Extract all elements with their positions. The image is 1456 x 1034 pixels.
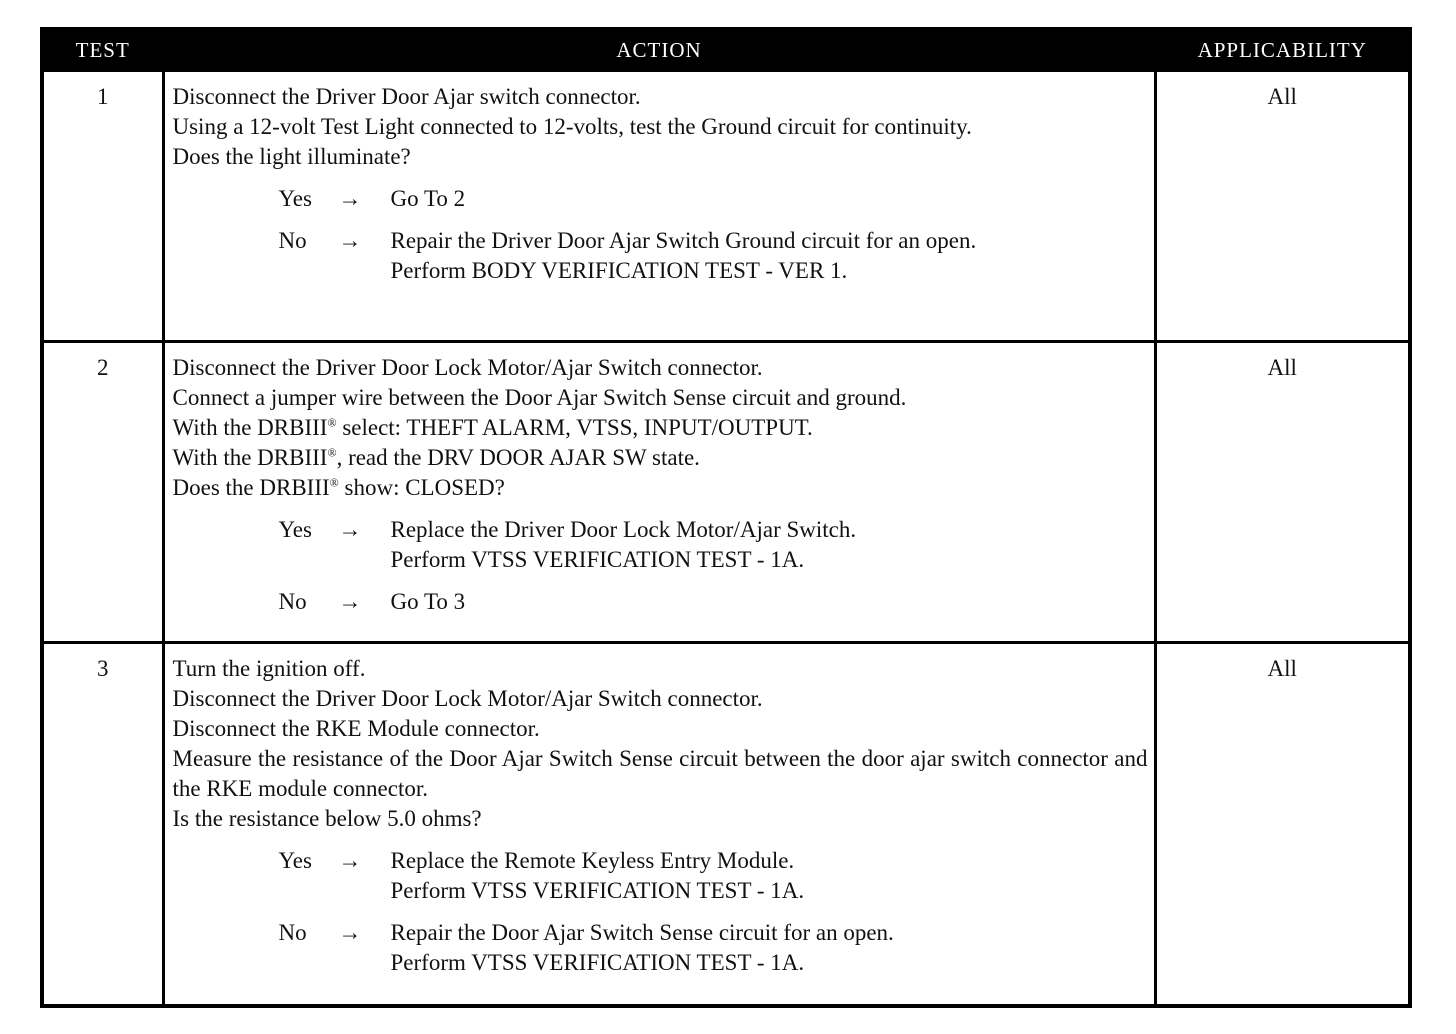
branch-instructions: [391, 918, 1148, 978]
right-arrow-icon: →: [338, 228, 362, 253]
action-step: Disconnect the RKE Module connector.: [172, 716, 540, 741]
result-branch-no: [173, 918, 1148, 978]
right-arrow-icon: →: [338, 589, 362, 614]
table-row: [42, 342, 1410, 643]
branch-instruction-line: Perform VTSS VERIFICATION TEST - 1A.: [390, 547, 805, 572]
result-branches: [173, 184, 1148, 286]
action-step: Disconnect the Driver Door Lock Motor/Ajar Switch connector.: [172, 355, 763, 380]
result-branch-no: [173, 587, 1148, 617]
right-arrow-icon: →: [338, 517, 362, 542]
test-number: 3: [42, 643, 163, 1006]
test-number: 2: [42, 342, 163, 643]
action-step: Disconnect the Driver Door Ajar switch connector.: [172, 84, 641, 109]
applicability-value: All: [1155, 71, 1410, 342]
right-arrow-icon: →: [338, 920, 362, 945]
branch-instruction-line: Go To 3: [390, 589, 466, 614]
branch-instruction-line: Replace the Remote Keyless Entry Module.: [390, 848, 795, 873]
test-column-header: TEST: [42, 29, 163, 71]
branch-instructions: [391, 846, 1148, 906]
branch-instruction-line: Repair the Door Ajar Switch Sense circuit for an open.: [390, 920, 894, 945]
action-cell: [163, 643, 1155, 1006]
branch-instruction-line: Go To 2: [390, 186, 466, 211]
branch-instruction-line: Perform BODY VERIFICATION TEST - VER 1.: [390, 258, 848, 283]
result-branch-no: [173, 226, 1148, 286]
result-branches: [173, 846, 1148, 978]
action-cell: [163, 342, 1155, 643]
action-column-header: ACTION: [163, 29, 1155, 71]
action-step: Does the DRBIII® show: CLOSED?: [172, 475, 505, 500]
branch-label: No: [278, 228, 307, 253]
result-branches: [173, 515, 1148, 617]
branch-instruction-line: Repair the Driver Door Ajar Switch Ground circuit for an open.: [390, 228, 977, 253]
applicability-value: All: [1155, 342, 1410, 643]
action-cell: [163, 71, 1155, 342]
action-step: Connect a jumper wire between the Door Ajar Switch Sense circuit and ground.: [172, 385, 907, 410]
result-branch-yes: [173, 515, 1148, 575]
action-step: Turn the ignition off.: [172, 656, 366, 681]
table-body: [42, 71, 1410, 1006]
branch-instructions: [391, 515, 1148, 575]
branch-instruction-line: Replace the Driver Door Lock Motor/Ajar Switch.: [390, 517, 857, 542]
branch-label: No: [278, 920, 307, 945]
table-header-row: [42, 29, 1410, 71]
applicability-column-header: APPLICABILITY: [1155, 29, 1410, 71]
table-row: [42, 71, 1410, 342]
branch-label: Yes: [278, 848, 312, 873]
branch-instructions: [391, 587, 1148, 617]
result-branch-yes: [173, 184, 1148, 214]
result-branch-yes: [173, 846, 1148, 906]
branch-instruction-line: Perform VTSS VERIFICATION TEST - 1A.: [390, 878, 805, 903]
branch-label: No: [278, 589, 307, 614]
right-arrow-icon: →: [338, 848, 362, 873]
branch-instructions: [391, 184, 1148, 214]
action-step: With the DRBIII® select: THEFT ALARM, VTSS, INPUT/OUTPUT.: [172, 415, 813, 440]
action-step: Does the light illuminate?: [172, 144, 411, 169]
action-step: With the DRBIII®, read the DRV DOOR AJAR SW state.: [172, 445, 700, 470]
branch-instruction-line: Perform VTSS VERIFICATION TEST - 1A.: [390, 950, 805, 975]
diagnostic-test-table: [40, 27, 1412, 1008]
applicability-value: All: [1155, 643, 1410, 1006]
action-step: Using a 12-volt Test Light connected to 12-volts, test the Ground circuit for continuity.: [172, 114, 972, 139]
action-step: Disconnect the Driver Door Lock Motor/Ajar Switch connector.: [172, 686, 763, 711]
action-step: Measure the resistance of the Door Ajar Switch Sense circuit between the door ajar switch connector and the RKE module connector.: [172, 746, 1148, 801]
action-step: Is the resistance below 5.0 ohms?: [172, 806, 482, 831]
branch-instructions: [391, 226, 1148, 286]
branch-label: Yes: [278, 517, 312, 542]
right-arrow-icon: →: [338, 186, 362, 211]
branch-label: Yes: [278, 186, 312, 211]
diagnostic-procedure-page: [40, 27, 1408, 1008]
test-number: 1: [42, 71, 163, 342]
table-row: [42, 643, 1410, 1006]
